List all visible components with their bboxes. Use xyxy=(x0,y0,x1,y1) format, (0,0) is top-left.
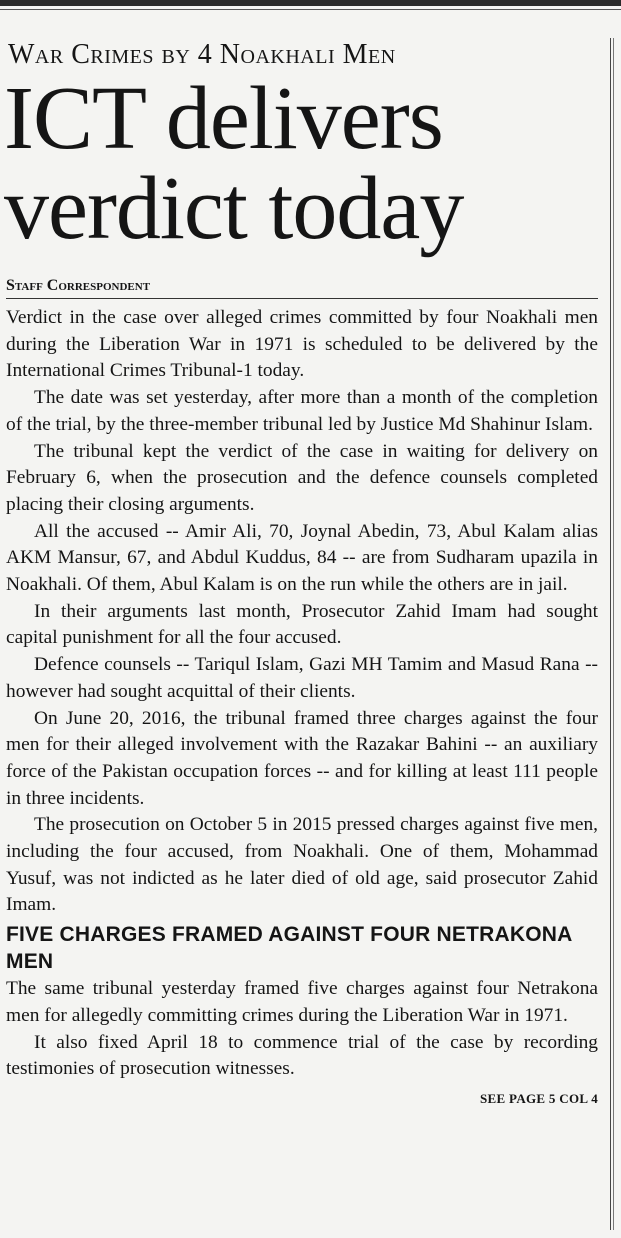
paragraph: The prosecution on October 5 in 2015 pressed charges against five men, including the four accused, from Noakhali. One of them, Mohammad Yusuf, was not indicted as he later died of old age, said prosecutor Zahid Imam. xyxy=(6,814,598,916)
paragraph: In their arguments last month, Prosecutor Zahid Imam had sought capital punishment for all the four accused. xyxy=(6,600,598,649)
article-subhead: FIVE CHARGES FRAMED AGAINST FOUR NETRAKONA MEN xyxy=(6,923,572,974)
headline-line-2: verdict today xyxy=(4,159,464,258)
top-rule-thin xyxy=(0,9,621,10)
paragraph: Verdict in the case over alleged crimes committed by four Noakhali men during the Liberation War in 1971 is scheduled to be delivered by the International Crimes Tribunal-1 today. xyxy=(6,307,598,382)
paragraph: The date was set yesterday, after more than a month of the completion of the trial, by the three-member tribunal led by Justice Md Shahinur Islam. xyxy=(6,387,598,435)
top-rule xyxy=(0,0,621,6)
article-headline xyxy=(4,69,598,258)
byline: Staff Correspondent xyxy=(6,277,151,294)
column-rule xyxy=(610,38,611,1230)
byline-rule xyxy=(6,298,598,299)
article-kicker: War Crimes by 4 Noakhali Men xyxy=(8,39,396,70)
headline-line-1: ICT delivers xyxy=(4,69,443,168)
news-article xyxy=(6,14,598,1107)
article-body xyxy=(6,305,598,1083)
paragraph: All the accused -- Amir Ali, 70, Joynal Abedin, 73, Abul Kalam alias AKM Mansur, 67, and Abdul Kuddus, 84 -- are from Sudharam upazila in Noakhali. Of them, Abul Kalam is on the run while the others are in jail. xyxy=(6,520,598,596)
paragraph: On June 20, 2016, the tribunal framed three charges against the four men for their alleged involvement with the Razakar Bahini -- an auxiliary force of the Pakistan occupation forces -- and for killing at least 111 people in three incidents. xyxy=(6,707,598,809)
paragraph: Defence counsels -- Tariqul Islam, Gazi MH Tamim and Masud Rana -- however had sought acquittal of their clients. xyxy=(6,654,598,702)
paragraph: It also fixed April 18 to commence trial of the case by recording testimonies of prosecution witnesses. xyxy=(6,1031,598,1080)
column-rule-outer xyxy=(613,38,614,1230)
paragraph: The tribunal kept the verdict of the case in waiting for delivery on February 6, when the prosecution and the defence counsels completed placing their closing arguments. xyxy=(6,440,598,515)
jump-line: SEE PAGE 5 COL 4 xyxy=(480,1090,598,1106)
paragraph: The same tribunal yesterday framed five charges against four Netrakona men for allegedly committing crimes during the Liberation War in 1971. xyxy=(6,978,598,1026)
